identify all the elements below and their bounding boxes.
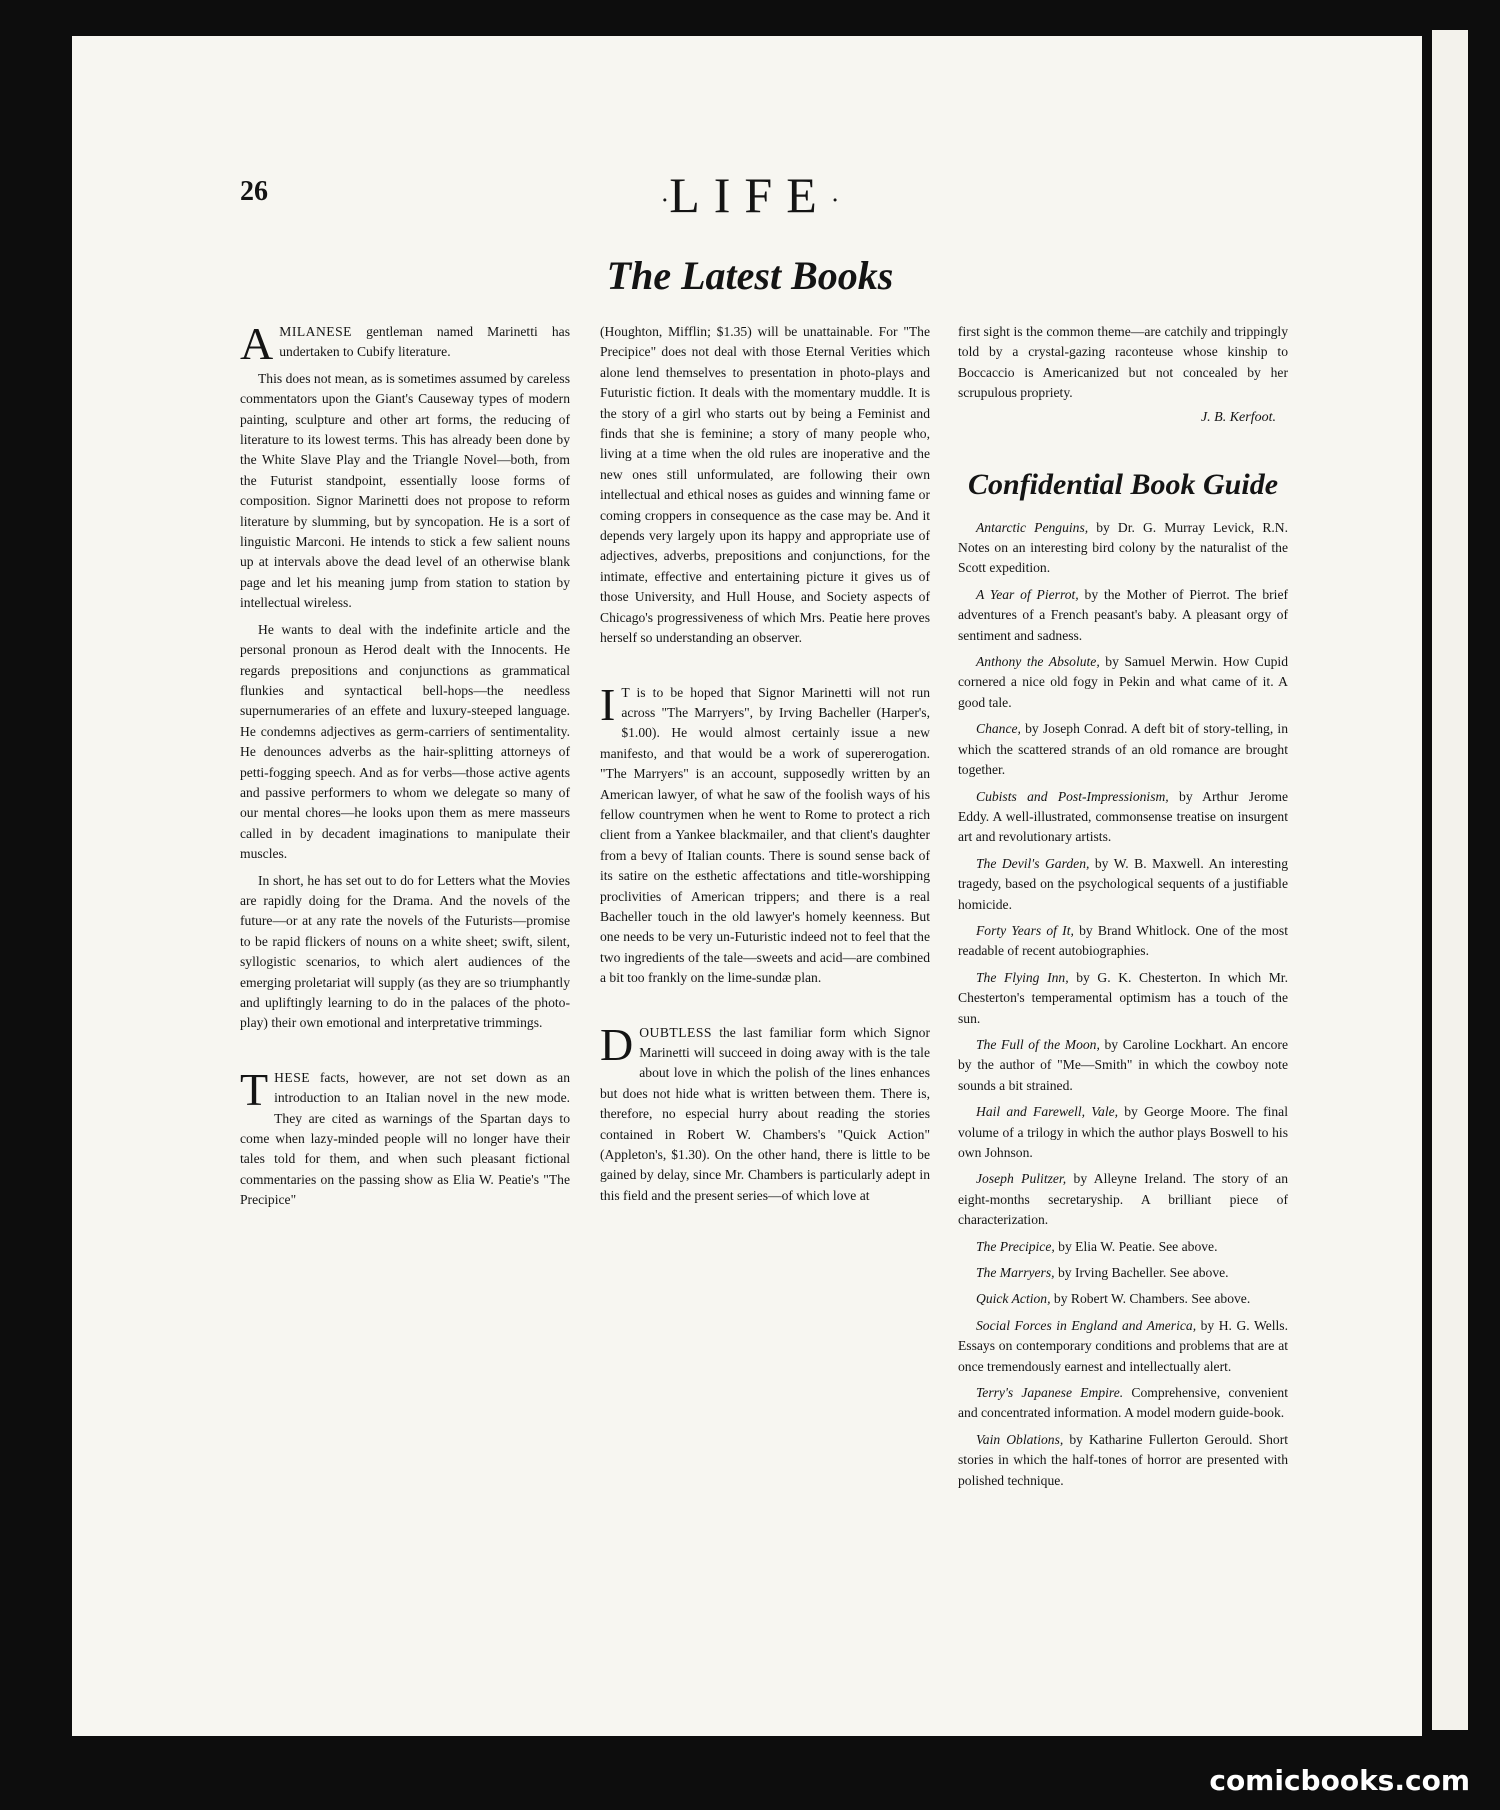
article-paragraph (240, 1063, 570, 1211)
article-paragraph: In short, he has set out to do for Letters what the Movies are rapidly doing for the Drama. And the novels of the future—or at any rate the novels of the Futurists—promise to be rapid flickers of nouns on a white sheet; swift, silent, syllogistic scenarios, to which alert audiences of the emerging proletariat will supply (as they are so triumphantly and upliftingly learning to do in the palaces of the photo-play) their own emotional and interpretative trimmings. (240, 872, 570, 1031)
article-paragraph (600, 678, 930, 989)
book-title: Terry's Japanese Empire. (976, 1385, 1124, 1401)
article-paragraph (600, 1018, 930, 1207)
book-description: by Alleyne Ireland. The story of an eight-months secretaryship. A brilliant piece of characterization. (958, 1171, 1288, 1228)
article-paragraph: first sight is the common theme—are catchily and trippingly told by a crystal-gazing raconteuse whose kinship to Boccaccio is Americanized but not concealed by her scrupulous propriety. (958, 324, 1288, 401)
masthead-title: LIFE (669, 167, 831, 223)
paragraph-text: facts, however, are not set down as an introduction to an Italian novel in the new mode. They are cited as warnings of the Spartan days to come when lazy-minded people will no longer have their tales told for them, and when such pleasant fictional commentaries on the passing show as Elia W. Peatie's "The Precipice" (240, 1069, 570, 1208)
book-guide-entry (958, 652, 1288, 713)
book-guide-entry (958, 585, 1288, 646)
paragraph-text: T is to be hoped that Signor Marinetti will not run across "The Marryers", by Irving Bacheller (Harper's, $1.00). He would almost certainly issue a new manifesto, and that would be a work of supererogation. "The Marryers" is an account, supposedly written by an American lawyer, of what he saw of the foolish ways of his fellow countrymen when he went to Rome to protect a rich client from a Yankee blackmailer, and that client's daughter from a bevy of Italian counts. There is sound sense back of its satire on the esthetic affectations and title-worshipping proclivities of American trippers; and there is a real Bacheller touch in the old lawyer's homely keenness. But one needs to be very un-Futuristic indeed not to feel that the two ingredients of the tale—sweets and acid—are combined a bit too frankly on the lime-sundæ plan. (600, 684, 930, 986)
book-guide-entry (958, 1316, 1288, 1377)
book-guide-entry (958, 1237, 1288, 1257)
book-title: Antarctic Penguins, (976, 519, 1089, 535)
book-description: by the Mother of Pierrot. The brief adventures of a French peasant's baby. A pleasant orgy of sentiment and sadness. (958, 586, 1289, 643)
article-column-3 (958, 322, 1288, 1497)
article-headline: The Latest Books (606, 253, 894, 298)
book-title: Anthony the Absolute, (976, 654, 1100, 670)
book-guide-entry (958, 787, 1288, 848)
book-description: by Irving Bacheller. See above. (1054, 1265, 1229, 1281)
page-number: 26 (240, 176, 268, 207)
book-guide-list (958, 518, 1288, 1491)
book-guide-entry (958, 1263, 1288, 1283)
masthead-dot-right: · (830, 185, 840, 215)
book-guide-entry (958, 1169, 1288, 1230)
book-guide-entry (958, 921, 1288, 962)
lead-word: OUBTLESS (639, 1024, 712, 1040)
book-title: Quick Action, (976, 1291, 1051, 1307)
book-title: Social Forces in England and America, (976, 1317, 1197, 1333)
book-description: by Elia W. Peatie. See above. (1054, 1238, 1218, 1254)
book-guide-entry (958, 854, 1288, 915)
drop-cap: T (240, 1063, 269, 1115)
book-title: The Marryers, (976, 1265, 1055, 1281)
book-description: by Joseph Conrad. A deft bit of story-telling, in which the scattered strands of an old romance are brought together. (958, 721, 1288, 778)
book-title: The Devil's Garden, (976, 855, 1090, 871)
masthead-dot-left: · (660, 185, 670, 215)
lead-word: MILANESE (279, 324, 352, 339)
book-guide-entry (958, 1383, 1288, 1424)
article-paragraph: He wants to deal with the indefinite article and the personal pronoun as Herod dealt with the Innocents. He regards prepositions and conjunctions as grammatical flunkies and syntactical bell-hops—the needless supernumeraries of an effete and luxury-steeped language. He condemns adjectives as germ-carriers of sentimentality. He denounces adverbs as the hair-splitting attorneys of petti-fogging speech. And as for verbs—those active agents and passive performers to whom we delegate so many of our mental chores—he looks upon them as mere masseurs called in by decadent imaginations to manipulate their muscles. (240, 621, 570, 862)
book-guide-title: Confidential Book Guide (967, 467, 1279, 501)
book-guide-entry (958, 1035, 1288, 1096)
book-title: The Full of the Moon, (976, 1036, 1100, 1052)
book-description: Comprehensive, convenient and concentrated information. A model modern guide-book. (958, 1385, 1288, 1421)
article-column-1 (240, 318, 570, 1217)
book-title: Joseph Pulitzer, (976, 1171, 1067, 1187)
book-guide-entry (958, 1102, 1288, 1163)
watermark: comicbooks.com (1209, 1764, 1470, 1797)
book-title: Forty Years of It, (976, 922, 1074, 938)
book-description: by H. G. Wells. Essays on contemporary conditions and problems that are at once tremendously earnest and intellectually alert. (958, 1317, 1288, 1374)
book-title: Chance, (976, 721, 1021, 737)
book-description: by George Moore. The final volume of a trilogy in which the author plays Boswell to his own Johnson. (958, 1104, 1288, 1160)
book-guide-entry (958, 968, 1288, 1029)
article-paragraph: This does not mean, as is sometimes assumed by careless commentators upon the Giant's Causeway types of modern painting, sculpture and other art forms, the reducing of literature to its lowest terms. This has already been done by the White Slave Play and the Triangle Novel—both, from the Futurist standpoint, essentially loose forms of composition. Signor Marinetti does not propose to reform literature by slumming, but by syncopation. He is a sort of linguistic Marconi. He intends to stick a few salient nouns up at intervals above the dead level of an otherwise blank page and let his meaning jump from station to station by intellectual wireless. (240, 370, 570, 611)
paragraph-text: gentleman named Marinetti has undertaken to Cubify literature. (279, 324, 570, 360)
article-paragraph: (Houghton, Mifflin; $1.35) will be unattainable. For "The Precipice" does not deal with those Eternal Verities which alone lend themselves to presentation in photo-plays and Futuristic fiction. It deals with the momentary muddle. It is the story of a girl who starts out by being a Feminist and finds that she is feminine; a story of many people who, living at a time when the old rules are inoperative and the new ones still unformulated, are following their own intellectual and ethical noses as guides and winning fame or coming croppers in consequence as the case may be. And it depends very largely upon its happy and appropriate use of adjectives, adverbs, prepositions and conjunctions, for the intimate, effective and entertaining picture it gives us of those University, and Hull House, and Society aspects of Chicago's progressiveness of which Mrs. Peatie here proves herself so understanding an observer. (600, 324, 930, 646)
paragraph-text: the last familiar form which Signor Marinetti will succeed in doing away with is the tale about love in which the polish of the lines enhances but does not hide what is written between them. There is, therefore, no especial hurry about reading the stories contained in Robert W. Chambers's "Quick Action" (Appleton's, $1.30). On the other hand, there is little to be gained by delay, since Mr. Chambers is particularly adept in this field and the present series—of which love at (600, 1024, 930, 1203)
book-guide-entry (958, 1430, 1288, 1491)
article-paragraph (240, 318, 570, 369)
book-description: by G. K. Chesterton. In which Mr. Chesterton's temperamental optimism has a touch of the sun. (958, 969, 1288, 1026)
lead-word: HESE (274, 1069, 311, 1085)
book-title: Hail and Farewell, Vale, (976, 1104, 1119, 1120)
drop-cap: A (240, 318, 274, 369)
book-title: A Year of Pierrot, (976, 586, 1079, 602)
book-title: The Precipice, (976, 1238, 1055, 1254)
masthead (0, 166, 1500, 224)
drop-cap: I (600, 678, 616, 730)
author-signature: J. B. Kerfoot. (1200, 409, 1276, 425)
drop-cap: D (600, 1018, 634, 1070)
book-description: by W. B. Maxwell. An interesting tragedy, based on the psychological sequents of a justifiable homicide. (958, 855, 1289, 912)
book-guide-entry (958, 719, 1288, 780)
book-description: by Dr. G. Murray Levick, R.N. Notes on an interesting bird colony by the naturalist of the Scott expedition. (958, 519, 1289, 576)
article-column-2 (600, 322, 930, 1212)
book-description: by Samuel Merwin. How Cupid cornered a nice old fogy in Pekin and what came of it. A good tale. (958, 654, 1288, 710)
book-title: The Flying Inn, (976, 969, 1069, 985)
book-title: Cubists and Post-Impressionism, (976, 788, 1169, 804)
book-description: by Robert W. Chambers. See above. (1050, 1291, 1251, 1307)
book-description: by Katharine Fullerton Gerould. Short stories in which the half-tones of horror are presented with polished technique. (958, 1431, 1289, 1488)
book-guide-entry (958, 518, 1288, 579)
book-description: by Arthur Jerome Eddy. A well-illustrated, commonsense treatise on insurgent art and revolutionary artists. (958, 788, 1288, 845)
book-description: by Caroline Lockhart. An encore by the author of "Me—Smith" in which the cowboy note sounds a bit strained. (958, 1036, 1288, 1093)
book-guide-entry (958, 1289, 1288, 1309)
book-title: Vain Oblations, (976, 1431, 1064, 1447)
book-description: by Brand Whitlock. One of the most readable of recent autobiographies. (958, 922, 1288, 959)
